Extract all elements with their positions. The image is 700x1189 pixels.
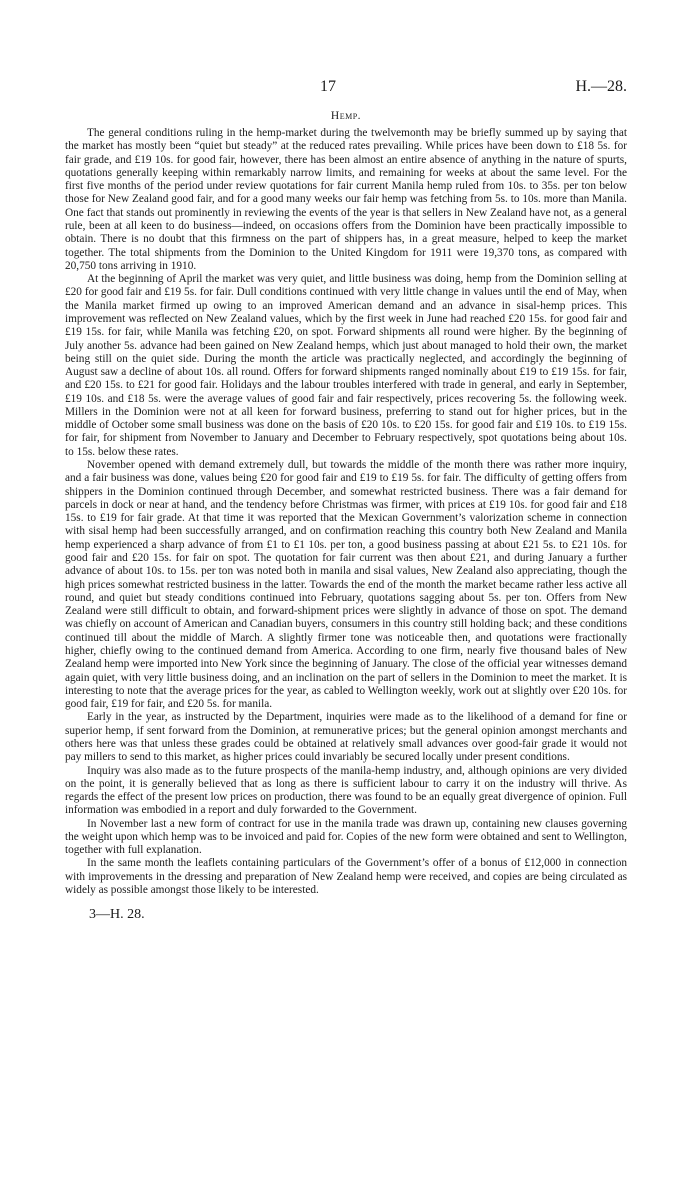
paragraph: November opened with demand extremely dull, but towards the middle of the month there was rather more inquiry, and a fair business was done, values being £20 for good fair and £19 to £19 5s. for fair. The difficulty of getting offers from shippers in the Dominion continued through December, and somewhat restricted business. There was a fair demand for parcels in dock or near at hand, and the tendency before Christmas was firmer, with prices at £19 10s. for good fair and £18 15s. to £19 for fair grade. At that time it was reported that the Mexican Government’s valorization scheme in connection with sisal hemp had been successfully arranged, and on confirmation reaching this country both New Zealand and Manila hemp experienced a sharp advance of from £1 to £1 10s. per ton, a good business passing at about £21 5s. to £21 10s. for good fair and £20 15s. for fair on spot. The quotation for fair current was then about £21, and during January a further advance of about 10s. to 15s. per ton was noted both in manila and sisal values, New Zealand also appreciating, though the high prices somewhat restricted business in the latter. Towards the end of the month the market became rather less active all round, and quiet but steady conditions continued into February, quotations sagging about 5s. per ton. Offers from New Zealand were still difficult to obtain, and forward-shipment prices were slightly in advance of those on spot. The demand was chiefly on account of American and Canadian buyers, consumers in this country still holding back; and these conditions continued till about the middle of March. A slightly firmer tone was noticeable then, and quotations were fractionally higher, chiefly owing to the continued demand from America. According to one firm, nearly five thousand bales of New Zealand hemp were imported into New York since the beginning of January. The close of the official year witnesses demand again quiet, with very little business doing, and an inclination on the part of sellers in the Dominion to meet the market. It is interesting to note that the average prices for the year, as cabled to Wellington weekly, work out at slightly over £20 10s. for good fair, £19 for fair, and £20 5s. for manila. <box>65 459 627 711</box>
section-title: Hemp. <box>330 110 362 122</box>
paragraph: At the beginning of April the market was very quiet, and little business was doing, hemp from the Dominion selling at £20 for good fair and £19 5s. for fair. Dull conditions continued with very little change in values until the end of May, when the Manila market firmed up owing to an improved American demand and an advance in sisal-hemp prices. This improvement was reflected on New Zealand values, which by the first week in June had reached £20 15s. for good fair and £19 15s. for fair, while Manila was fetching £20, on spot. Forward shipments all round were higher. By the beginning of July another 5s. advance had been gained on New Zealand hemps, which just about managed to hold their own, the market being still on the quiet side. During the month the article was practically neglected, and accordingly the beginning of August saw a decline of about 10s. all round. Offers for forward shipments ranged nominally about £19 to £19 15s. for fair, and £20 15s. to £21 for good fair. Holidays and the labour troubles interfered with trade in general, and early in September, £19 10s. and £18 5s. were the average values of good fair and fair respectively, prices recovering 5s. the following week. Millers in the Dominion were not at all keen for forward business, preferring to stand out for higher prices, but in the middle of October some small business was done on the basis of £20 10s. to £20 15s. for good fair and £19 10s. to £19 15s. for fair, for shipment from November to January and December to February respectively, spot quotations being about 10s. to 15s. below these rates. <box>65 273 627 458</box>
paragraph: In the same month the leaflets containing particulars of the Government’s offer of a bonus of £12,000 in connection with improvements in the dressing and preparation of New Zealand hemp were received, and copies are being circulated as widely as possible amongst those likely to be interested. <box>65 857 627 897</box>
page-number: 17 <box>320 78 336 95</box>
document-page <box>65 78 627 923</box>
body-text <box>65 127 627 897</box>
paragraph: Inquiry was also made as to the future prospects of the manila-hemp industry, and, although opinions are very divided on the point, it is generally believed that as long as there is sufficient labour to carry it on the industry will thrive. As regards the effect of the present low prices on production, there was found to be an equally great divergence of opinion. Full information was embodied in a report and duly forwarded to the Government. <box>65 764 627 817</box>
paragraph: Early in the year, as instructed by the Department, inquiries were made as to the likelihood of a demand for fine or superior hemp, if sent forward from the Dominion, at remunerative prices; but the general opinion amongst merchants and others here was that unless these grades could be obtained at relatively small advances over good-fair grade it would not pay millers to send to this market, as higher prices could invariably be secured locally under present conditions. <box>65 711 627 764</box>
document-reference: H.—28. <box>575 78 627 95</box>
paragraph: In November last a new form of contract for use in the manila trade was drawn up, containing new clauses governing the weight upon which hemp was to be invoiced and paid for. Copies of the new form were obtained and sent to Wellington, together with full explanation. <box>65 817 627 857</box>
paragraph: The general conditions ruling in the hemp-market during the twelvemonth may be briefly summed up by saying that the market has mostly been “quiet but steady” at the reduced rates prevailing. While prices have been down to £18 5s. for fair grade, and £19 10s. for good fair, however, there has been almost an entire absence of anything in the nature of spurts, quotations generally keeping within remarkably narrow limits, and remaining for weeks at about the same level. For the first five months of the period under review quotations for fair current Manila hemp ruled from 10s. to 35s. per ton below those for New Zealand good fair, and for a good many weeks our fair hemp was fetching from 5s. to 10s. more than Manila. One fact that stands out prominently in reviewing the events of the year is that sellers in New Zealand have not, as a general rule, been at all keen to do business—indeed, on occasions offers from the Dominion have been practically impossible to obtain. There is no doubt that this firmness on the part of shippers has, in a great measure, helped to keep the market together. The total shipments from the Dominion to the United Kingdom for 1911 were 19,370 tons, as compared with 20,750 tons arriving in 1910. <box>65 127 627 272</box>
signature-reference: 3—H. 28. <box>89 907 145 923</box>
page-header <box>65 78 627 100</box>
